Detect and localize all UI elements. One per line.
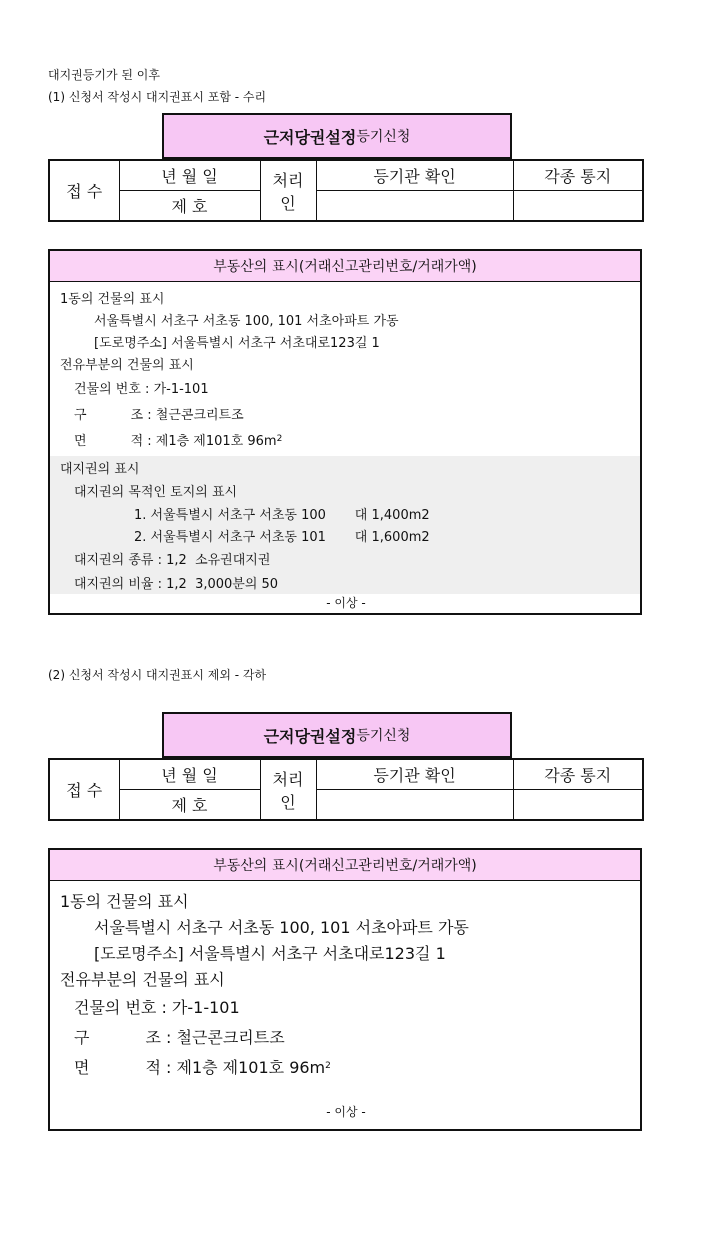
number-label: 제 호 xyxy=(119,191,260,222)
area-key: 면 xyxy=(74,433,87,449)
structure-key-2: 구 xyxy=(74,1027,90,1047)
unit-title-2: 전유부분의 건물의 표시 xyxy=(60,969,225,989)
form-title-main: 근저당권설정 xyxy=(263,127,357,147)
land-item-2: 2. 서울특별시 서초구 서초동 101 대 1,600m2 xyxy=(134,529,430,545)
road-address: [도로명주소] 서울특별시 서초구 서초대로123길 1 xyxy=(94,335,380,351)
process-label xyxy=(260,160,316,221)
unit-number: 건물의 번호 : 가-1-101 xyxy=(74,381,209,397)
area-value-2: 적 : 제1층 제101호 96m xyxy=(145,1057,326,1077)
area-row-2 xyxy=(60,1051,632,1081)
area-value: 적 : 제1층 제101호 96m xyxy=(130,433,277,449)
reception-table-2 xyxy=(48,758,644,821)
process-label-2: 인 xyxy=(280,193,296,213)
end-mark-2: - 이상 - xyxy=(326,1105,366,1119)
case1-label: (1) 신청서 작성시 대지권표시 포함 - 수리 xyxy=(48,90,267,104)
land-right-title: 대지권의 표시 xyxy=(60,461,140,477)
form-title-suffix-2: 등기신청 xyxy=(356,728,411,744)
unit-number-2: 건물의 번호 : 가-1-101 xyxy=(74,997,240,1017)
officer-check-cell-2 xyxy=(316,790,513,821)
receipt-label-2: 접 수 xyxy=(49,759,119,820)
estate-box-2 xyxy=(48,848,642,1131)
structure-value-2: 조 : 철근콘크리트조 xyxy=(145,1027,285,1047)
receipt-label: 접 수 xyxy=(49,160,119,221)
unit-title: 전유부분의 건물의 표시 xyxy=(60,357,194,373)
structure-key: 구 xyxy=(74,407,87,423)
date-label-2: 년 월 일 xyxy=(119,759,260,790)
process-label-2b: 인 xyxy=(280,792,296,812)
intro-title: 대지권등기가 된 이후 xyxy=(48,68,160,82)
land-right-kind: 대지권의 종류 : 1,2 소유권대지권 xyxy=(74,552,271,568)
notice-cell-2 xyxy=(513,790,643,821)
process-label-1: 처리 xyxy=(272,170,304,190)
building-address: 서울특별시 서초구 서초동 100, 101 서초아파트 가동 xyxy=(94,313,399,329)
notice-cell xyxy=(513,191,643,222)
process-label-2-cell xyxy=(260,759,316,820)
structure-row xyxy=(60,400,632,426)
building-address-2: 서울특별시 서초구 서초동 100, 101 서초아파트 가동 xyxy=(94,917,469,937)
process-label-1b: 처리 xyxy=(272,769,304,789)
land-item-1: 1. 서울특별시 서초구 서초동 100 대 1,400m2 xyxy=(134,507,430,523)
date-label: 년 월 일 xyxy=(119,160,260,191)
form-title-suffix: 등기신청 xyxy=(356,129,411,145)
end-mark: - 이상 - xyxy=(326,596,366,610)
estate-header-2: 부동산의 표시(거래신고관리번호/거래가액) xyxy=(50,850,640,881)
land-right-section xyxy=(50,456,640,594)
form-title-main-2: 근저당권설정 xyxy=(263,726,357,746)
building-title: 1동의 건물의 표시 xyxy=(60,291,165,307)
area-row xyxy=(60,426,632,452)
area-key-2: 면 xyxy=(74,1057,90,1077)
structure-value: 조 : 철근콘크리트조 xyxy=(130,407,244,423)
reception-table xyxy=(48,159,644,222)
notice-label-2: 각종 통지 xyxy=(513,759,643,790)
land-target-title: 대지권의 목적인 토지의 표시 xyxy=(74,484,238,500)
officer-check-label: 등기관 확인 xyxy=(316,160,513,191)
area-sup-2: 2 xyxy=(325,1061,331,1071)
form-title xyxy=(162,113,512,159)
number-label-2: 제 호 xyxy=(119,790,260,821)
land-right-ratio: 대지권의 비율 : 1,2 3,000분의 50 xyxy=(74,576,279,592)
road-address-2: [도로명주소] 서울특별시 서초구 서초대로123길 1 xyxy=(94,943,446,963)
officer-check-label-2: 등기관 확인 xyxy=(316,759,513,790)
building-title-2: 1동의 건물의 표시 xyxy=(60,891,189,911)
form-title-2 xyxy=(162,712,512,758)
structure-row-2 xyxy=(60,1021,632,1051)
notice-label: 각종 통지 xyxy=(513,160,643,191)
case2-label: (2) 신청서 작성시 대지권표시 제외 - 각하 xyxy=(48,668,267,682)
estate-box xyxy=(48,249,642,615)
officer-check-cell xyxy=(316,191,513,222)
estate-header: 부동산의 표시(거래신고관리번호/거래가액) xyxy=(50,251,640,282)
area-sup: 2 xyxy=(276,434,283,444)
